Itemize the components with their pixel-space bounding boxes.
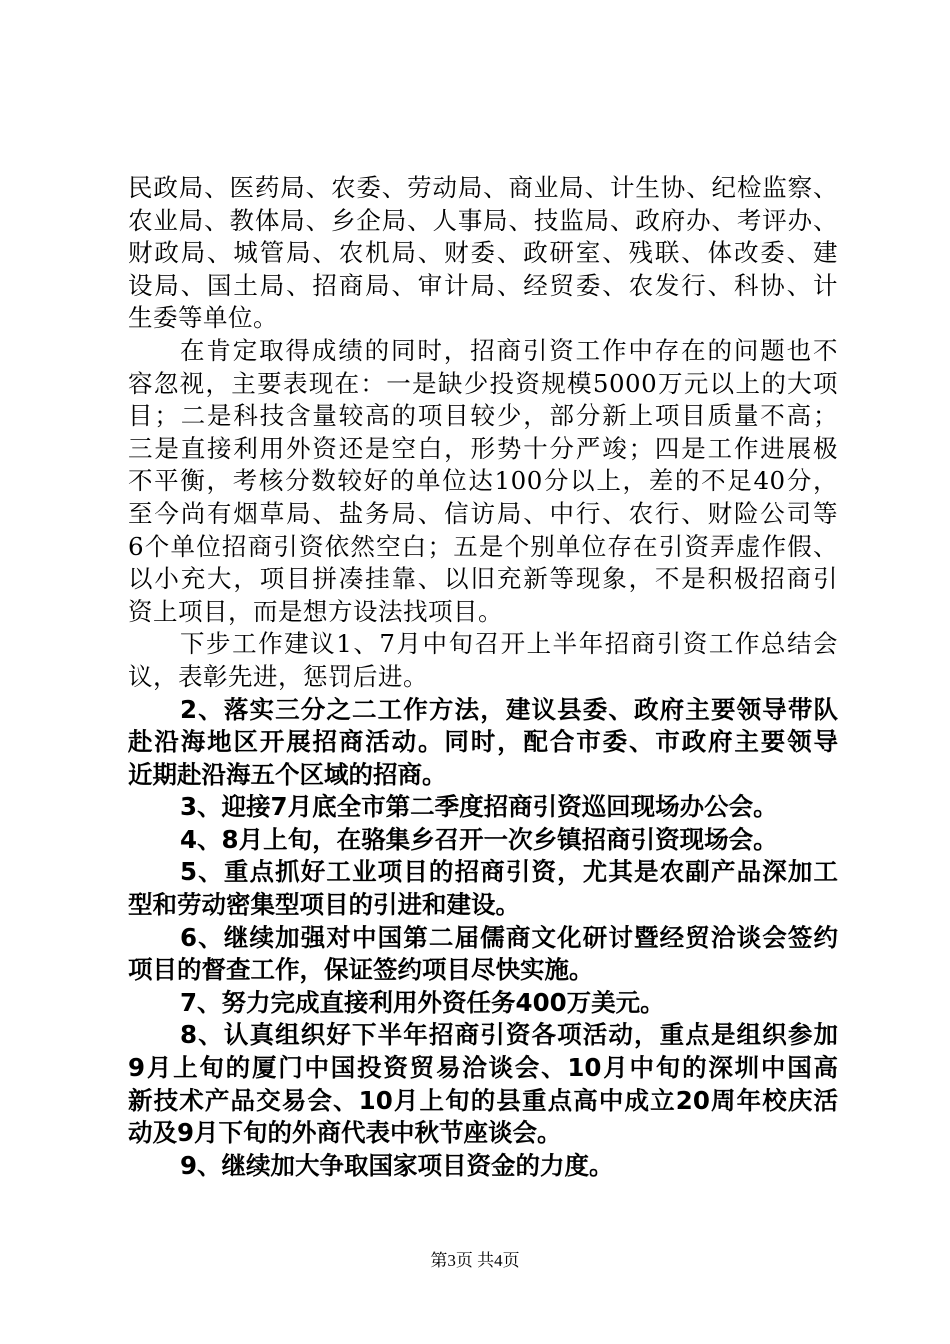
text-line: 7、努力完成直接利用外资任务400万美元。 [180,987,665,1017]
text-line: 下步工作建议1、7月中旬召开上半年招商引资工作总结会 [180,629,838,659]
text-line: 3、迎接7月底全市第二季度招商引资巡回现场办公会。 [180,792,778,822]
text-line: 9、继续加大争取国家项目资金的力度。 [180,1150,614,1180]
paragraph-suggestion-2 [128,694,838,792]
text-line: 民政局、医药局、农委、劳动局、商业局、计生协、纪检监察、 [128,173,838,202]
text-line: 6、继续加强对中国第二届儒商文化研讨暨经贸洽谈会签约 [180,922,838,952]
text-line: 型和劳动密集型项目的引进和建设。 [128,890,520,920]
text-line: 农业局、教体局、乡企局、人事局、技监局、政府办、考评办、 [128,205,838,235]
text-line: 容忽视，主要表现在：一是缺少投资规模5000万元以上的大项 [128,368,838,398]
text-line: 2、落实三分之二工作方法，建议县委、政府主要领导带队 [180,694,838,724]
text-line: 在肯定取得成绩的同时，招商引资工作中存在的问题也不 [180,335,838,365]
text-line: 财政局、城管局、农机局、财委、政研室、残联、体改委、建 [128,238,838,268]
text-line: 6个单位招商引资依然空白；五是个别单位存在引资弄虚作假、 [128,531,838,561]
text-line: 动及9月下旬的外商代表中秋节座谈会。 [128,1118,562,1148]
text-line: 5、重点抓好工业项目的招商引资，尤其是农副产品深加工 [180,857,838,887]
paragraph-unit-list [128,172,838,335]
text-line: 目；二是科技含量较高的项目较少，部分新上项目质量不高； [128,401,838,431]
paragraph-suggestion-3 [128,791,838,824]
document-body [128,172,838,1182]
text-line: 近期赴沿海五个区域的招商。 [128,759,447,789]
text-line: 9月上旬的厦门中国投资贸易洽谈会、10月中旬的深圳中国高 [128,1053,838,1083]
text-line: 议，表彰先进，惩罚后进。 [128,661,428,691]
paragraph-suggestion-8 [128,1019,838,1149]
text-line: 不平衡，考核分数较好的单位达100分以上，差的不足40分， [128,466,838,496]
text-line: 新技术产品交易会、10月上旬的县重点高中成立20周年校庆活 [128,1085,838,1115]
text-line: 8、认真组织好下半年招商引资各项活动，重点是组织参加 [180,1020,838,1050]
page-number-footer: 第3页 共4页 [430,1251,520,1270]
paragraph-suggestion-6 [128,922,838,987]
text-line: 以小充大，项目拼凑挂靠、以旧充新等现象，不是积极招商引 [128,564,838,594]
paragraph-suggestion-1 [128,628,838,693]
text-line: 项目的督查工作，保证签约项目尽快实施。 [128,955,594,985]
text-line: 设局、国土局、招商局、审计局、经贸委、农发行、科协、计 [128,270,838,300]
text-line: 至今尚有烟草局、盐务局、信访局、中行、农行、财险公司等 [128,498,838,528]
text-line: 4、8月上旬，在骆集乡召开一次乡镇招商引资现场会。 [180,824,778,854]
paragraph-suggestion-9 [128,1150,838,1183]
text-line: 资上项目，而是想方设法找项目。 [128,596,503,626]
text-line: 赴沿海地区开展招商活动。同时，配合市委、市政府主要领导 [128,727,838,757]
text-line: 生委等单位。 [128,303,278,333]
paragraph-problems [128,335,838,628]
paragraph-suggestion-7 [128,987,838,1020]
paragraph-suggestion-5 [128,856,838,921]
paragraph-suggestion-4 [128,824,838,857]
text-line: 三是直接利用外资还是空白，形势十分严竣；四是工作进展极 [128,433,838,463]
